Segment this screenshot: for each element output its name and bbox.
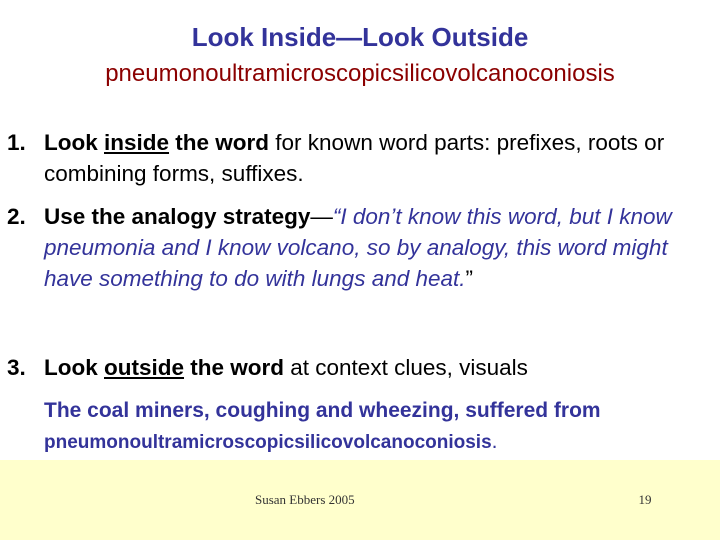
- plain-text: at context clues, visuals: [284, 355, 528, 380]
- list-item-2: [7, 201, 713, 294]
- example-end: .: [491, 430, 498, 453]
- list-number: 1.: [7, 130, 26, 155]
- page-number: 19: [638, 492, 652, 507]
- dash-text: —: [310, 204, 333, 229]
- bold-text: the word: [169, 130, 270, 155]
- slide-subtitle: pneumonoultramicroscopicsilicovolcanoconiosis: [105, 60, 615, 87]
- example-word: pneumonoultramicroscopicsilicovolcanoconiosis: [44, 432, 492, 453]
- bold-text: Look: [44, 355, 104, 380]
- list-item-text: [44, 127, 713, 189]
- example-sentence: [44, 395, 704, 458]
- underlined-text: inside: [104, 130, 170, 155]
- list-item-3: [7, 352, 713, 383]
- list-item-text: [44, 352, 713, 383]
- closing-quote: ”: [465, 266, 474, 291]
- list-item-1: [7, 127, 713, 189]
- quote-text: “I don’t know this word, but I know pneumonia and I know volcano, so by analogy, this word might have something to do with lungs and heat.: [44, 204, 672, 291]
- bold-text: Use the analogy strategy: [44, 204, 311, 229]
- footer: [0, 460, 720, 540]
- bold-text: the word: [184, 355, 285, 380]
- footer-author: Susan Ebbers 2005: [255, 492, 355, 507]
- slide-title: Look Inside—Look Outside: [191, 22, 529, 52]
- list-number: 3.: [7, 355, 26, 380]
- underlined-text: outside: [104, 355, 185, 380]
- list-item-text: [44, 201, 713, 294]
- example-lead: The coal miners, coughing and wheezing, suffered from: [44, 399, 601, 422]
- bold-text: Look: [44, 130, 104, 155]
- plain-text: for known word parts: prefixes, roots or combining forms, suffixes.: [44, 130, 665, 186]
- list-number: 2.: [7, 204, 26, 229]
